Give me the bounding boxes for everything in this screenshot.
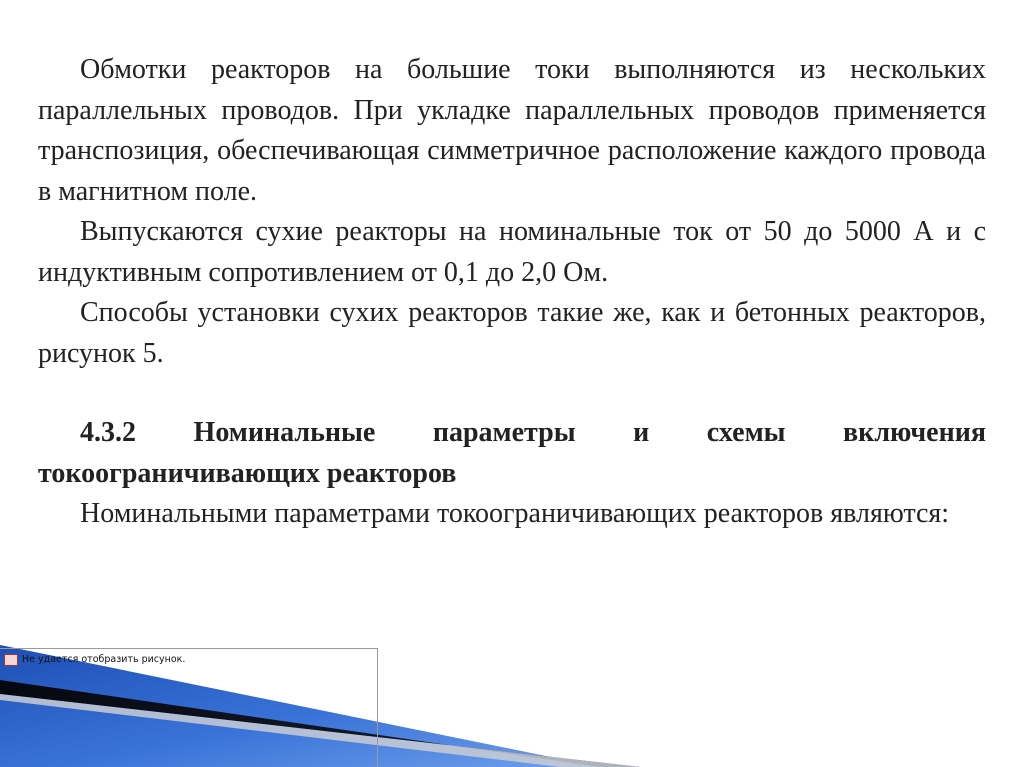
section-heading: 4.3.2 Номинальные параметры и схемы включения токоограничивающих реакторов — [38, 417, 986, 489]
section-text: Номинальными параметрами токоограничивающих реакторов являются: — [80, 498, 950, 529]
paragraph-installation: Способы установки сухих реакторов такие же, как и бетонных реакторов, рисунок 5. — [38, 297, 986, 369]
paragraph-windings: Обмотки реакторов на большие токи выполняются из нескольких параллельных проводов. При укладке параллельных проводов применяется транспозиция, обеспечивающая симметричное расположение каждого провода в магнитном поле. — [38, 54, 986, 207]
broken-image-icon — [4, 654, 18, 666]
slide-text — [38, 50, 986, 535]
image-placeholder-text: Не удается отобразить рисунок. — [22, 654, 186, 665]
spacer — [38, 374, 986, 413]
paragraph-dry-reactors: Выпускаются сухие реакторы на номинальные ток от 50 до 5000 А и с индуктивным сопротивлением от 0,1 до 2,0 Ом. — [38, 216, 986, 288]
image-placeholder — [0, 648, 378, 767]
